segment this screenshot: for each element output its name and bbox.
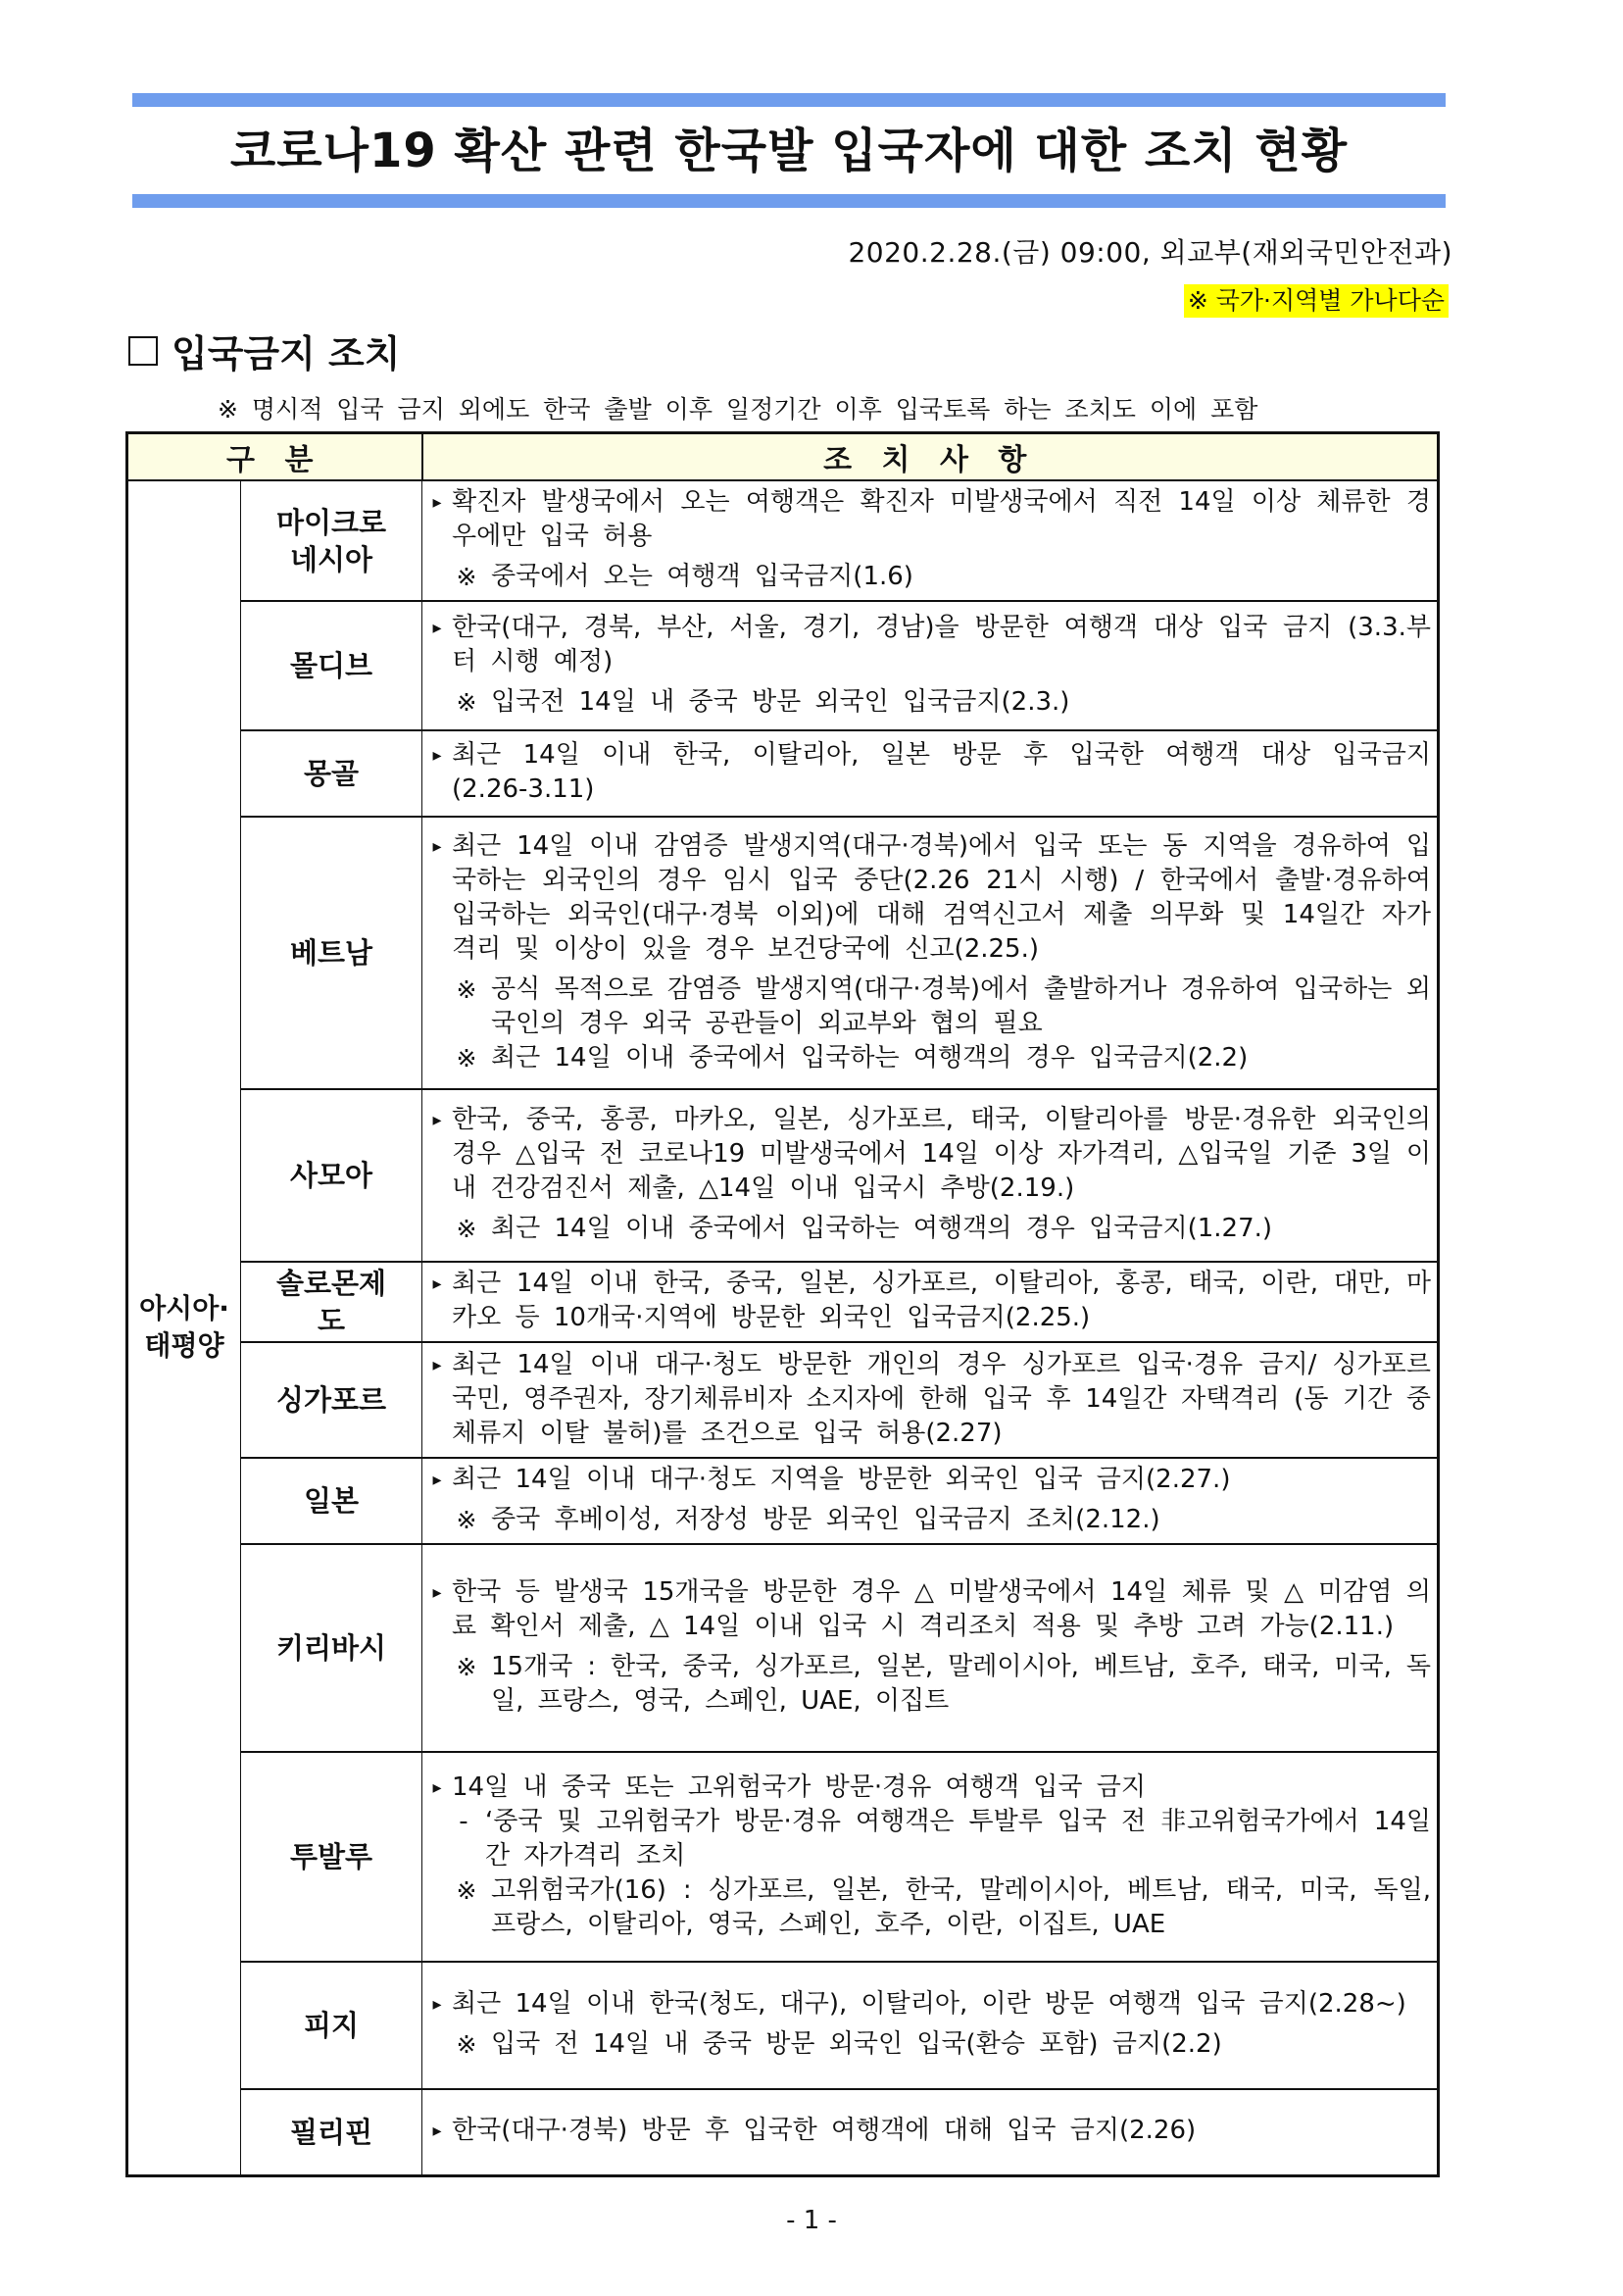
table-row — [127, 1262, 1439, 1342]
measure-item — [422, 829, 1437, 967]
measure-text: 중국에서 오는 여행객 입국금지(1.6) — [491, 562, 913, 591]
measure-item — [422, 1575, 1437, 1644]
measure-item — [422, 1987, 1437, 2021]
measure-item — [422, 1103, 1437, 1206]
table-header-row — [127, 433, 1439, 481]
measure-cell — [422, 1342, 1439, 1458]
measure-cell — [422, 1752, 1439, 1962]
reference-mark-icon: ※ — [456, 2030, 477, 2059]
measure-item — [422, 1212, 1437, 1246]
bullet-triangle-icon: ▸ — [432, 617, 442, 638]
country-name: 피지 — [303, 2009, 360, 2042]
table-row — [127, 1458, 1439, 1544]
bullet-triangle-icon: ▸ — [432, 2121, 442, 2142]
country-name: 베트남 — [289, 936, 373, 970]
measure-item — [422, 973, 1437, 1041]
table-row — [127, 2089, 1439, 2175]
measure-item — [422, 1805, 1437, 1873]
measure-text: 공식 목적으로 감염증 발생지역(대구·경북)에서 출발하거나 경유하여 입국하는 외국인의 경우 외국 공관들이 외교부와 협의 필요 — [491, 973, 1431, 1038]
table-row — [127, 1752, 1439, 1962]
bullet-triangle-icon: ▸ — [432, 492, 442, 513]
page-title: 코로나19 확산 관련 한국발 입국자에 대한 조치 현황 — [229, 124, 1349, 178]
country-cell — [241, 480, 422, 601]
region-cell — [127, 480, 241, 2175]
table-row — [127, 601, 1439, 730]
measure-text: 확진자 발생국에서 오는 여행객은 확진자 미발생국에서 직전 14일 이상 체류한 경우에만 입국 허용 — [452, 487, 1431, 551]
section-heading — [128, 324, 400, 377]
measure-text: 최근 14일 이내 대구·청도 방문한 개인의 경우 싱가포르 입국·경유 금지/ 싱가포르 국민, 영주권자, 장기체류비자 소지자에 한해 입국 후 14일간 자택격리 (동 기간 중 체류지 이탈 불허)를 조건으로 입국 허용(2.27) — [452, 1349, 1431, 1448]
measure-item — [422, 560, 1437, 594]
measure-cell — [422, 817, 1439, 1089]
reference-mark-icon: ※ — [456, 1653, 477, 1681]
measure-text: 한국(대구·경북) 방문 후 입국한 여행객에 대해 입국 금지(2.26) — [452, 2116, 1197, 2146]
table-row — [127, 1342, 1439, 1458]
table-row — [127, 817, 1439, 1089]
measure-item — [422, 2027, 1437, 2062]
measure-text: 한국, 중국, 홍콩, 마카오, 일본, 싱가포르, 태국, 이탈리아를 방문·경유한 외국인의 경우 △입국 전 코로나19 미발생국에서 14일 이상 자가격리, △입국일 기준 3일 이내 건강검진서 제출, △14일 이내 입국시 추방(2.19.) — [452, 1105, 1431, 1203]
country-name: 몽골 — [303, 757, 360, 790]
dash-marker: - — [459, 1806, 468, 1836]
issue-date: 2020.2.28.(금) 09:00, 외교부(재외국민안전과) — [848, 236, 1452, 269]
measure-text: 입국 전 14일 내 중국 방문 외국인 입국(환승 포함) 금지(2.2) — [491, 2029, 1222, 2059]
measure-cell — [422, 1962, 1439, 2089]
country-cell — [241, 730, 422, 817]
table-row — [127, 1962, 1439, 2089]
reference-mark-icon: ※ — [456, 1506, 477, 1534]
reference-mark-icon: ※ — [456, 563, 477, 591]
country-cell — [241, 1962, 422, 2089]
measure-cell — [422, 480, 1439, 601]
measure-item — [422, 1873, 1437, 1942]
measure-item — [422, 485, 1437, 554]
measure-item — [422, 1503, 1437, 1537]
measure-cell — [422, 1262, 1439, 1342]
measure-cell — [422, 601, 1439, 730]
measure-item — [422, 1041, 1437, 1075]
bullet-triangle-icon: ▸ — [432, 1354, 442, 1375]
bullet-triangle-icon: ▸ — [432, 1110, 442, 1130]
country-name: 몰디브 — [289, 649, 373, 682]
measures-table — [125, 431, 1440, 2177]
bullet-triangle-icon: ▸ — [432, 745, 442, 766]
measure-item — [422, 1348, 1437, 1451]
country-name: 일본 — [303, 1484, 360, 1518]
measure-cell — [422, 1544, 1439, 1752]
measure-item — [422, 1267, 1437, 1335]
measure-text: 입국전 14일 내 중국 방문 외국인 입국금지(2.3.) — [491, 686, 1070, 717]
reference-mark-icon: ※ — [456, 974, 477, 1004]
country-cell — [241, 1089, 422, 1262]
title-top-rule — [132, 93, 1446, 107]
title-bottom-rule — [132, 194, 1446, 208]
measure-cell — [422, 1458, 1439, 1544]
measure-text: 최근 14일 이내 대구·청도 지역을 방문한 외국인 입국 금지(2.27.) — [452, 1465, 1231, 1494]
measure-item — [422, 685, 1437, 720]
measure-cell — [422, 730, 1439, 817]
table-row — [127, 730, 1439, 817]
measure-item — [422, 1463, 1437, 1497]
table-body — [127, 480, 1439, 2175]
measure-item — [422, 2114, 1437, 2148]
reference-mark-icon: ※ — [456, 1215, 477, 1243]
table-row — [127, 480, 1439, 601]
country-name: 싱가포르 — [275, 1383, 387, 1417]
measure-text: 고위험국가(16) : 싱가포르, 일본, 한국, 말레이시아, 베트남, 태국, 미국, 독일, 프랑스, 이탈리아, 영국, 스페인, 호주, 이란, 이집트, UAE — [491, 1874, 1431, 1939]
measure-text: 최근 14일 이내 중국에서 입국하는 여행객의 경우 입국금지(1.27.) — [491, 1214, 1273, 1243]
measure-text: 한국 등 발생국 15개국을 방문한 경우 △ 미발생국에서 14일 체류 및 △ 미감염 의료 확인서 제출, △ 14일 이내 입국 시 격리조치 적용 및 추방 고려 가능(2.11.) — [452, 1577, 1431, 1641]
measure-text: 최근 14일 이내 감염증 발생지역(대구·경북)에서 입국 또는 동 지역을 경유하여 입국하는 외국인의 경우 임시 입국 중단(2.26 21시 시행) / 한국에서 출발·경유하여 입국하는 외국인(대구·경북 이외)에 대해 검역신고서 제출 의무화 및 14일간 자가 격리 및 이상이 있을 경우 보건당국에 신고(2.25.) — [452, 830, 1431, 964]
measure-text: 중국 후베이성, 저장성 방문 외국인 입국금지 조치(2.12.) — [491, 1505, 1160, 1534]
page-number: - 1 - — [786, 2206, 837, 2235]
checkbox-icon — [128, 336, 158, 366]
measure-text: 최근 14일 이내 중국에서 입국하는 여행객의 경우 입국금지(2.2) — [491, 1042, 1249, 1073]
measure-text: 한국(대구, 경북, 부산, 서울, 경기, 경남)을 방문한 여행객 대상 입국 금지 (3.3.부터 시행 예정) — [452, 612, 1431, 676]
bullet-triangle-icon: ▸ — [432, 835, 442, 857]
measure-cell — [422, 1089, 1439, 1262]
measure-text: 15개국 : 한국, 중국, 싱가포르, 일본, 말레이시아, 베트남, 호주, 태국, 미국, 독일, 프랑스, 영국, 스페인, UAE, 이집트 — [491, 1652, 1431, 1716]
country-cell — [241, 817, 422, 1089]
reference-mark-icon: ※ — [456, 1043, 477, 1073]
order-note: ※ 국가·지역별 가나다순 — [1184, 284, 1449, 318]
measure-text: ‘중국 및 고위험국가 방문·경유 여행객은 투발루 입국 전 非고위험국가에서 14일간 자가격리 조치 — [485, 1806, 1431, 1871]
section-note: ※ 명시적 입국 금지 외에도 한국 출발 이후 일정기간 이후 입국토록 하는 조치도 이에 포함 — [218, 395, 1258, 424]
table-row — [127, 1089, 1439, 1262]
measure-cell — [422, 2089, 1439, 2175]
country-name: 솔로몬제도 — [275, 1267, 387, 1337]
country-cell — [241, 1752, 422, 1962]
table-row — [127, 1544, 1439, 1752]
measure-item — [422, 738, 1437, 807]
country-name: 마이크로네시아 — [275, 505, 387, 576]
header-measures: 조 치 사 항 — [422, 433, 1439, 481]
country-name: 사모아 — [289, 1159, 373, 1192]
country-cell — [241, 1458, 422, 1544]
country-name: 필리핀 — [289, 2115, 373, 2149]
country-name: 키리바시 — [275, 1631, 387, 1665]
measure-text: 최근 14일 이내 한국(청도, 대구), 이탈리아, 이란 방문 여행객 입국 금지(2.28~) — [452, 1989, 1406, 2019]
bullet-triangle-icon: ▸ — [432, 1582, 442, 1603]
measure-text: 최근 14일 이내 한국, 중국, 일본, 싱가포르, 이탈리아, 홍콩, 태국, 이란, 대만, 마카오 등 10개국·지역에 방문한 외국인 입국금지(2.25.) — [452, 1269, 1431, 1332]
measure-text: 최근 14일 이내 한국, 이탈리아, 일본 방문 후 입국한 여행객 대상 입국금지 (2.26-3.11) — [452, 740, 1431, 804]
country-cell — [241, 601, 422, 730]
measure-item — [422, 1650, 1437, 1719]
header-category: 구 분 — [127, 433, 422, 481]
reference-mark-icon: ※ — [456, 687, 477, 717]
country-cell — [241, 1262, 422, 1342]
bullet-triangle-icon: ▸ — [432, 1776, 442, 1798]
measure-item — [422, 611, 1437, 679]
measure-item — [422, 1771, 1437, 1805]
bullet-triangle-icon: ▸ — [432, 1470, 442, 1490]
bullet-triangle-icon: ▸ — [432, 1994, 442, 2015]
reference-mark-icon: ※ — [456, 1875, 477, 1905]
country-cell — [241, 1544, 422, 1752]
bullet-triangle-icon: ▸ — [432, 1273, 442, 1294]
country-cell — [241, 1342, 422, 1458]
country-cell — [241, 2089, 422, 2175]
region-label: 아시아·태평양 — [139, 1292, 229, 1363]
measure-text: 14일 내 중국 또는 고위험국가 방문·경유 여행객 입국 금지 — [452, 1772, 1147, 1802]
country-name: 투발루 — [289, 1840, 373, 1873]
section-title: 입국금지 조치 — [172, 332, 401, 375]
